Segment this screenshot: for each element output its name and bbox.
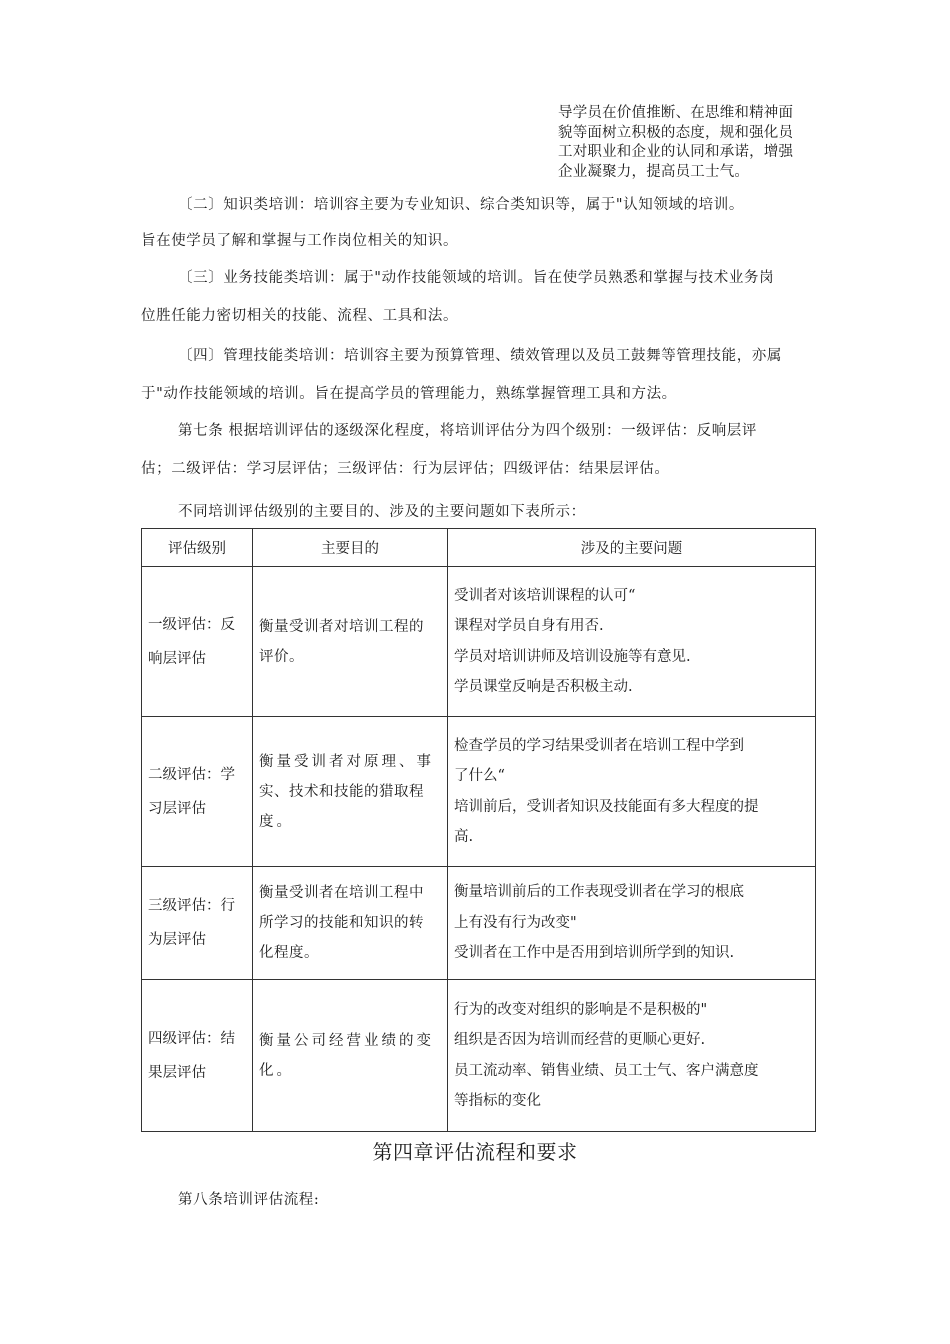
cell-line: 培训前后，受训者知识及技能面有多大程度的提 [454,798,759,815]
cell-line: 课程对学员自身有用否. [454,618,604,634]
goal-cell [253,717,448,867]
cell-line: 所学习的技能和知识的转 [259,915,424,931]
cell-line: 二级评估：学 [148,766,235,783]
cell-line: 评价。 [259,648,304,665]
text-line: 〔四〕管理技能类培训：培训容主要为预算管理、绩效管理以及员工鼓舞等管理技能，亦属 [178,348,782,364]
cell-line: 组织是否因为培训而经营的更顺心更好. [454,1032,706,1048]
cell-line: 一级评估：反 [148,616,235,633]
text-line: 导学员在价值推断、在思维和精神面 [558,105,794,121]
text-line: 于"动作技能领域的培训。旨在提高学员的管理能力，熟练掌握管理工具和方法。 [141,386,677,402]
text-line: 位胜任能力密切相关的技能、流程、工具和法。 [141,308,459,324]
cell-line: 衡量受训者在培训工程中 [259,885,424,901]
text-line: 旨在使学员了解和掌握与工作岗位相关的知识。 [141,233,459,249]
chapter-title: 第四章评估流程和要求 [372,1140,578,1164]
table-row [142,980,816,1132]
cell-line: 了什么“ [454,768,505,784]
cell-line: 学员课堂反响是否积极主动. [454,679,633,695]
cell-line: 响层评估 [148,650,206,667]
level-cell [142,567,253,717]
cell-line: 习层评估 [148,800,206,817]
continued-paragraph [558,104,820,182]
knowledge-training-paragraph [141,193,816,250]
cell-line: 受训者在工作中是否用到培训所学到的知识. [454,945,735,962]
cell-line: 员工流动率、销售业绩、员工士气、客户满意度 [454,1062,759,1079]
cell-line: 上有没有行为改变" [454,914,577,931]
evaluation-levels-table [141,528,816,1132]
cell-line: 衡量公司经营业绩的变 [259,1032,434,1049]
issues-cell [448,567,816,717]
text-line: 企业凝聚力，提高员工士气。 [558,163,750,180]
header-issues: 涉及的主要问题 [448,529,816,567]
issues-cell [448,980,816,1132]
goal-cell [253,867,448,980]
text-line: 工对职业和企业的认同和承诺，增强 [558,144,794,160]
text-line: 〔三〕业务技能类培训：属于"动作技能领域的培训。旨在使学员熟悉和掌握与技术业务岗 [178,270,775,286]
text-line: 〔二〕知识类培训：培训容主要为专业知识、综合类知识等，属于"认知领域的培训。 [178,197,744,213]
text-line: 估；二级评估：学习层评估；三级评估：行为层评估；四级评估：结果层评估。 [141,461,670,477]
goal-cell [253,567,448,717]
cell-line: 实、技术和技能的猎取程 [259,783,424,800]
cell-line: 检查学员的学习结果受训者在培训工程中学到 [454,737,744,754]
text-line: 貌等面树立积极的态度，规和强化员 [558,124,794,141]
table-row [142,867,816,980]
skill-training-paragraph [141,266,816,325]
management-training-paragraph [141,344,816,403]
header-level: 评估级别 [142,529,253,567]
cell-line: 学员对培训讲师及培训设施等有意见. [454,648,691,665]
header-goal: 主要目的 [253,529,448,567]
table-row [142,567,816,717]
cell-line: 化程度。 [259,945,319,961]
cell-line: 为层评估 [148,932,206,948]
level-cell [142,867,253,980]
goal-cell [253,980,448,1132]
article-eight-heading: 第八条培训评估流程: [178,1192,320,1208]
cell-line: 受训者对该培训课程的认可“ [454,587,636,604]
cell-line: 度。 [259,813,294,830]
issues-cell [448,717,816,867]
cell-line: 四级评估：结 [148,1030,235,1047]
table-intro: 不同培训评估级别的主要目的、涉及的主要问题如下表所示： [178,504,586,520]
cell-line: 行为的改变对组织的影响是不是积极的" [454,1001,708,1018]
cell-line: 果层评估 [148,1064,206,1081]
table-header-row [142,529,816,567]
cell-line: 衡量培训前后的工作表现受训者在学习的根底 [454,884,744,901]
level-cell [142,980,253,1132]
issues-cell [448,867,816,980]
cell-line: 等指标的变化 [454,1093,541,1109]
cell-line: 化。 [259,1062,294,1079]
level-cell [142,717,253,867]
text-line: 第七条 根据培训评估的逐级深化程度，将培训评估分为四个级别：一级评估：反响层评 [178,423,758,439]
table-row [142,717,816,867]
cell-line: 三级评估：行 [148,898,235,914]
article-seven-paragraph [141,419,816,478]
cell-line: 衡量受训者对培训工程的 [259,618,424,635]
cell-line: 高. [454,829,474,845]
cell-line: 衡量受训者对原理、事 [259,753,434,770]
